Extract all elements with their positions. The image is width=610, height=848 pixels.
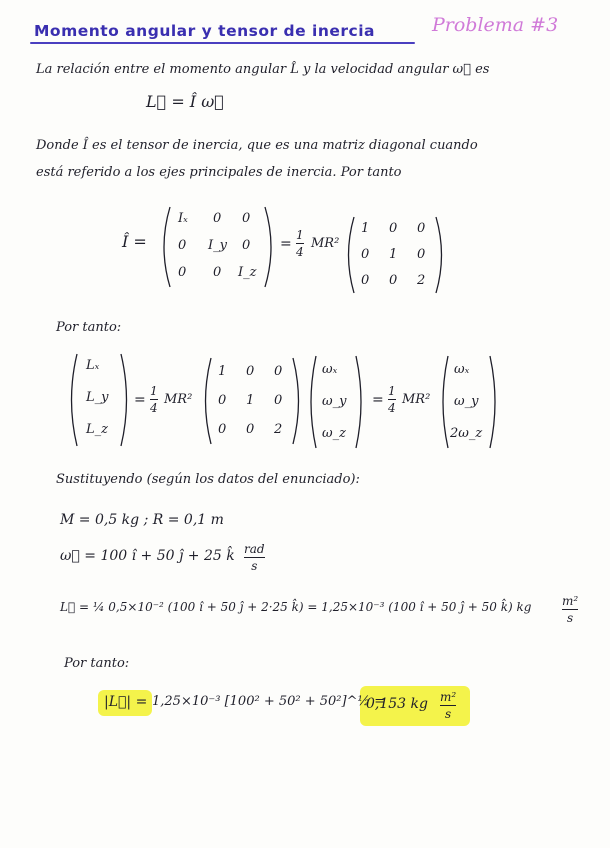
title-underline (30, 42, 415, 44)
fraction-bar (440, 705, 456, 706)
L-coef-fraction (150, 384, 158, 415)
inertia-matrix (160, 205, 275, 290)
por-tanto-2: Por tanto: (64, 656, 130, 671)
matrix-cell: 0 (417, 221, 426, 236)
fraction-bar (150, 399, 158, 400)
problem-label: Problema #3 (432, 14, 559, 36)
omega-unit-fraction (244, 542, 265, 573)
vector-cell: ω_y (322, 394, 347, 409)
fraction-bar (296, 243, 304, 244)
matrix-cell: 0 (274, 364, 283, 379)
vector-cell: Lₓ (86, 358, 100, 373)
matrix-cell: 0 (242, 238, 251, 253)
fraction-numerator: 1 (296, 228, 304, 242)
L-vector (68, 352, 130, 448)
fraction-denominator: s (567, 611, 574, 625)
matrix-cell: 0 (274, 393, 283, 408)
matrix-cell: 0 (213, 265, 222, 280)
result-expression: 1,25×10⁻³ [100² + 50² + 50²]^½ = (152, 694, 386, 709)
unit-matrix (345, 215, 445, 295)
matrix-cell: 0 (417, 247, 426, 262)
matrix-cell: 1 (361, 221, 370, 236)
fraction-denominator: s (251, 559, 258, 573)
result-vector (440, 354, 498, 450)
L-matrix (202, 356, 302, 446)
tensor-coef-rest: MR² (311, 236, 340, 251)
fraction-numerator: 1 (388, 384, 396, 398)
data-mass-radius: M = 0,5 kg ; R = 0,1 m (60, 512, 224, 528)
L-equals-2: = (372, 392, 384, 408)
matrix-cell: 0 (218, 393, 227, 408)
matrix-cell: 0 (246, 422, 255, 437)
fraction-numerator: 1 (150, 384, 158, 398)
L-coef2-fraction (388, 384, 396, 415)
por-tanto-1: Por tanto: (56, 320, 122, 335)
matrix-cell: I_y (208, 238, 227, 253)
omega-vector (308, 354, 364, 450)
fraction-numerator: rad (244, 542, 265, 556)
vector-cell: ωₓ (454, 362, 470, 377)
vector-cell: L_y (86, 390, 109, 405)
matrix-cell: 1 (246, 393, 255, 408)
matrix-cell: 1 (389, 247, 398, 262)
fraction-bar (388, 399, 396, 400)
tensor-lhs: Î = (122, 232, 147, 251)
tensor-text-line1: Donde Î es el tensor de inercia, que es una matriz diagonal cuando (36, 138, 478, 153)
matrix-cell: 2 (417, 273, 426, 288)
matrix-cell: 0 (213, 211, 222, 226)
intro-text: La relación entre el momento angular L̂ y la velocidad angular ω⃗ es (36, 62, 490, 77)
tensor-text-line2: está referido a los ejes principales de inercia. Por tanto (36, 165, 402, 180)
result-unit-fraction (440, 690, 456, 721)
page-title: Momento angular y tensor de inercia (34, 22, 376, 40)
fraction-bar (244, 557, 265, 558)
calc-line: L⃗ = ¼ 0,5×10⁻² (100 î + 50 ĵ + 2·25 k̂) = 1,25×10⁻³ (100 î + 50 ĵ + 50 k̂) kg (60, 600, 532, 614)
L-equals-1: = (134, 392, 146, 408)
matrix-cell: 0 (218, 422, 227, 437)
result-value: 0,153 kg (366, 696, 428, 712)
fraction-bar (562, 609, 578, 610)
matrix-cell: 0 (389, 221, 398, 236)
matrix-cell: 0 (361, 247, 370, 262)
matrix-cell: 2 (274, 422, 283, 437)
matrix-cell: 0 (246, 364, 255, 379)
fraction-numerator: m² (562, 594, 579, 608)
matrix-cell: 0 (361, 273, 370, 288)
matrix-cell: 0 (389, 273, 398, 288)
sustituyendo-text: Sustituyendo (según los datos del enunciado): (56, 472, 360, 487)
matrix-cell: I_z (238, 265, 257, 280)
fraction-denominator: 4 (296, 245, 304, 259)
vector-cell: 2ω_z (450, 426, 483, 441)
L-coef2-rest: MR² (402, 392, 431, 407)
vector-cell: ω_z (322, 426, 346, 441)
fraction-numerator: m² (440, 690, 457, 704)
matrix-cell: 0 (242, 211, 251, 226)
matrix-cell: 1 (218, 364, 227, 379)
vector-cell: ω_y (454, 394, 479, 409)
data-omega: ω⃗ = 100 î + 50 ĵ + 25 k̂ (60, 548, 235, 564)
tensor-equals: = (280, 236, 292, 252)
matrix-cell: 0 (178, 238, 187, 253)
tensor-coef-fraction (296, 228, 304, 259)
matrix-cell: Iₓ (178, 211, 188, 226)
result-lhs: |L⃗| = (104, 694, 148, 710)
vector-cell: L_z (86, 422, 108, 437)
fraction-denominator: 4 (150, 401, 158, 415)
matrix-cell: 0 (178, 265, 187, 280)
fraction-denominator: 4 (388, 401, 396, 415)
vector-cell: ωₓ (322, 362, 338, 377)
fraction-denominator: s (445, 707, 452, 721)
intro-equation: L⃗ = Î ω⃗ (146, 92, 224, 111)
calc-unit-fraction (562, 594, 578, 625)
L-coef-rest: MR² (164, 392, 193, 407)
